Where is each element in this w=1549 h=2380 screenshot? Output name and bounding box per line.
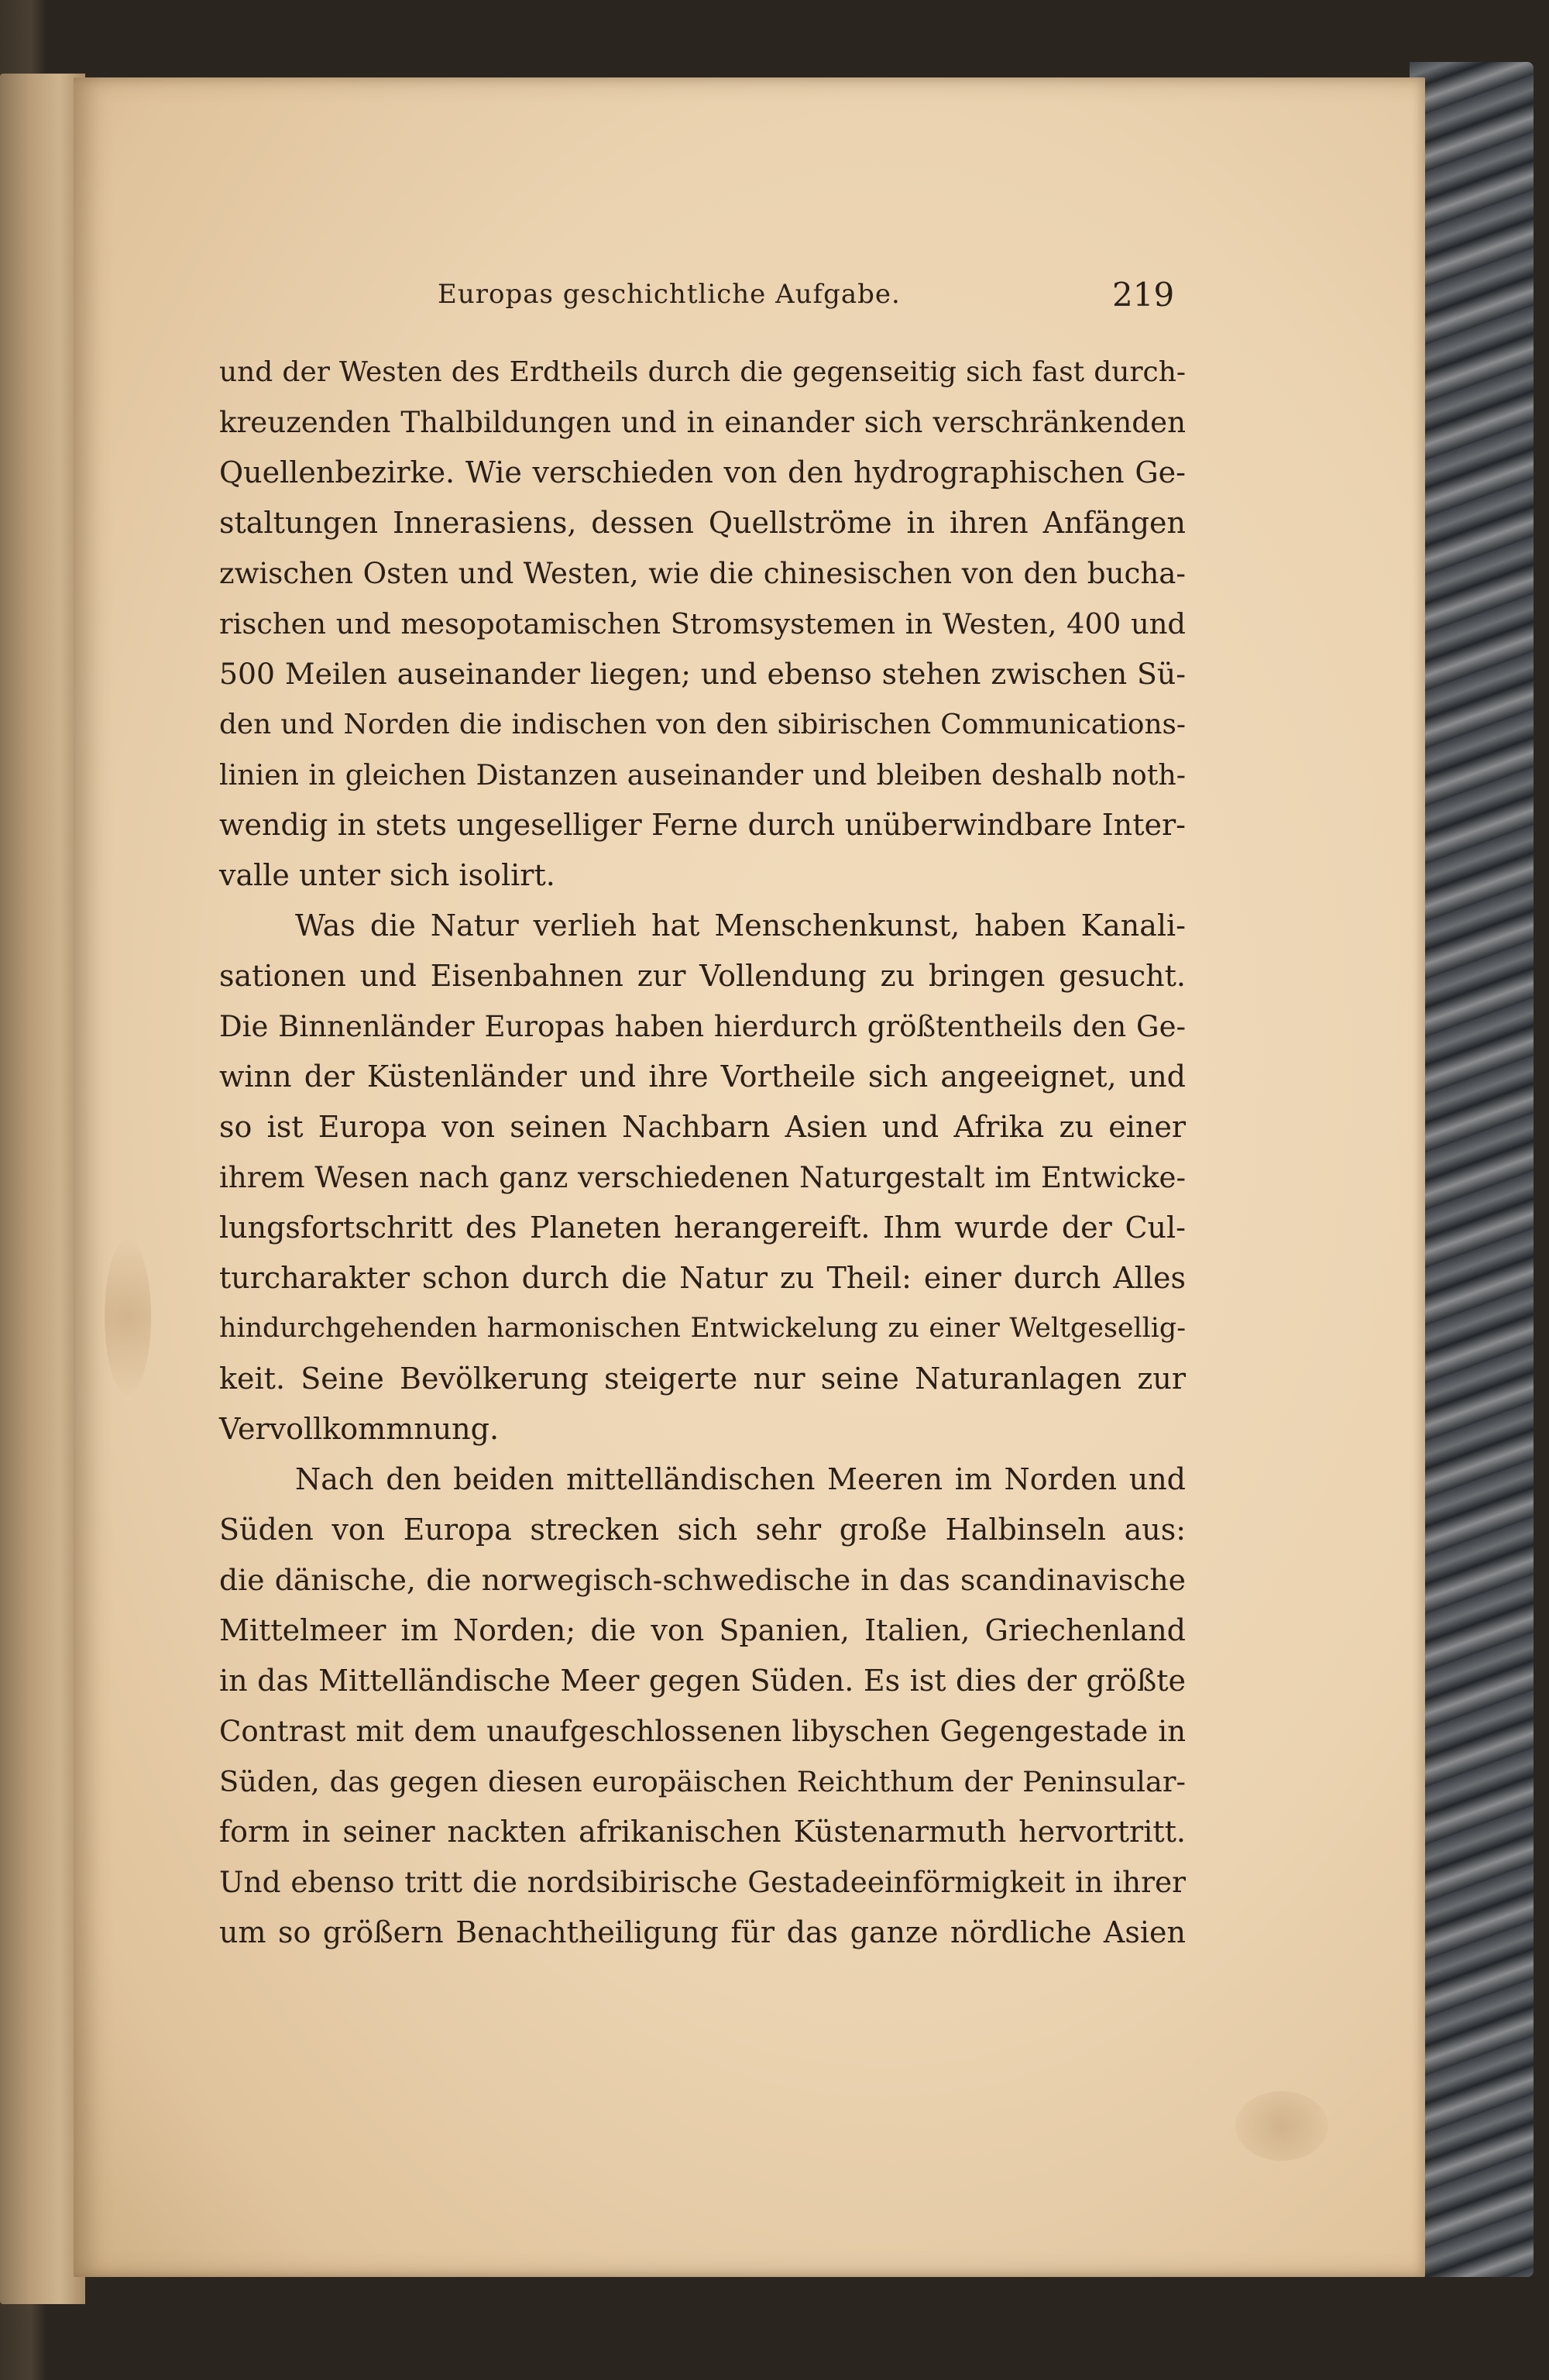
text-line: Süden, das gegen diesen europäischen Reichthum der Peninsular- — [219, 1765, 1186, 1798]
text-line: um so größern Benachtheiligung für das ganze nördliche Asien — [219, 1915, 1186, 1949]
text-line: form in seiner nackten afrikanischen Küstenarmuth hervortritt. — [219, 1815, 1186, 1849]
text-line: rischen und mesopotamischen Stromsystemen in Westen, 400 und — [219, 607, 1186, 641]
text-line: die dänische, die norwegisch-schwedische in das scandinavische — [219, 1563, 1186, 1597]
book-cover-marbled — [1410, 62, 1534, 2277]
text-line: turcharakter schon durch die Natur zu Theil: einer durch Alles — [219, 1261, 1186, 1295]
paper-stain — [105, 1239, 151, 1394]
text-line: Quellenbezirke. Wie verschieden von den hydrographischen Ge- — [219, 455, 1186, 489]
text-line: linien in gleichen Distanzen auseinander und bleiben deshalb noth- — [219, 758, 1186, 792]
text-line: wendig in stets ungeselliger Ferne durch unüberwindbare Inter- — [219, 808, 1186, 842]
text-line: so ist Europa von seinen Nachbarn Asien und Afrika zu einer — [219, 1110, 1186, 1144]
text-line: und der Westen des Erdtheils durch die gegenseitig sich fast durch- — [219, 356, 1186, 388]
text-line: winn der Küstenländer und ihre Vortheile sich angeeignet, und — [219, 1059, 1186, 1094]
text-line: kreuzenden Thalbildungen und in einander sich verschränkenden — [219, 405, 1186, 439]
text-line: valle unter sich isolirt. — [219, 858, 555, 892]
text-line: Vervollkommnung. — [219, 1412, 500, 1446]
text-line: Und ebenso tritt die nordsibirische Gestadeeinförmigkeit in ihrer — [219, 1865, 1186, 1899]
text-line: Die Binnenländer Europas haben hierdurch größtentheils den Ge- — [219, 1010, 1186, 1043]
text-line: 500 Meilen auseinander liegen; und ebenso stehen zwischen Sü- — [219, 657, 1186, 691]
running-title: Europas geschichtliche Aufgabe. — [438, 279, 901, 310]
text-line: keit. Seine Bevölkerung steigerte nur seine Naturanlagen zur — [219, 1362, 1186, 1396]
text-line: zwischen Osten und Westen, wie die chinesischen von den bucha- — [219, 556, 1186, 590]
text-line: ihrem Wesen nach ganz verschiedenen Naturgestalt im Entwicke- — [219, 1161, 1186, 1194]
text-line: hindurchgehenden harmonischen Entwickelung zu einer Weltgesellig- — [219, 1313, 1186, 1344]
text-line: sationen und Eisenbahnen zur Vollendung zu bringen gesucht. — [219, 959, 1186, 993]
text-line: lungsfortschritt des Planeten herangereift. Ihm wurde der Cul- — [219, 1211, 1186, 1245]
text-line: in das Mittelländische Meer gegen Süden. Es ist dies der größte — [219, 1664, 1186, 1698]
text-line: Süden von Europa strecken sich sehr große Halbinseln aus: — [219, 1513, 1186, 1547]
text-line: Nach den beiden mittelländischen Meeren im Norden und — [295, 1462, 1186, 1496]
paper-stain — [1235, 2091, 1328, 2161]
text-line: Mittelmeer im Norden; die von Spanien, Italien, Griechenland — [219, 1613, 1186, 1647]
text-line: Was die Natur verlieh hat Menschenkunst, haben Kanali- — [295, 908, 1186, 943]
text-line: Contrast mit dem unaufgeschlossenen libyschen Gegengestade in — [219, 1715, 1186, 1748]
text-line: den und Norden die indischen von den sibirischen Communications- — [219, 709, 1186, 740]
page-number: 219 — [1112, 276, 1175, 314]
body-text — [219, 347, 1186, 1958]
text-line: staltungen Innerasiens, dessen Quellströme in ihren Anfängen — [219, 506, 1186, 540]
facing-page-edge — [0, 74, 85, 2304]
